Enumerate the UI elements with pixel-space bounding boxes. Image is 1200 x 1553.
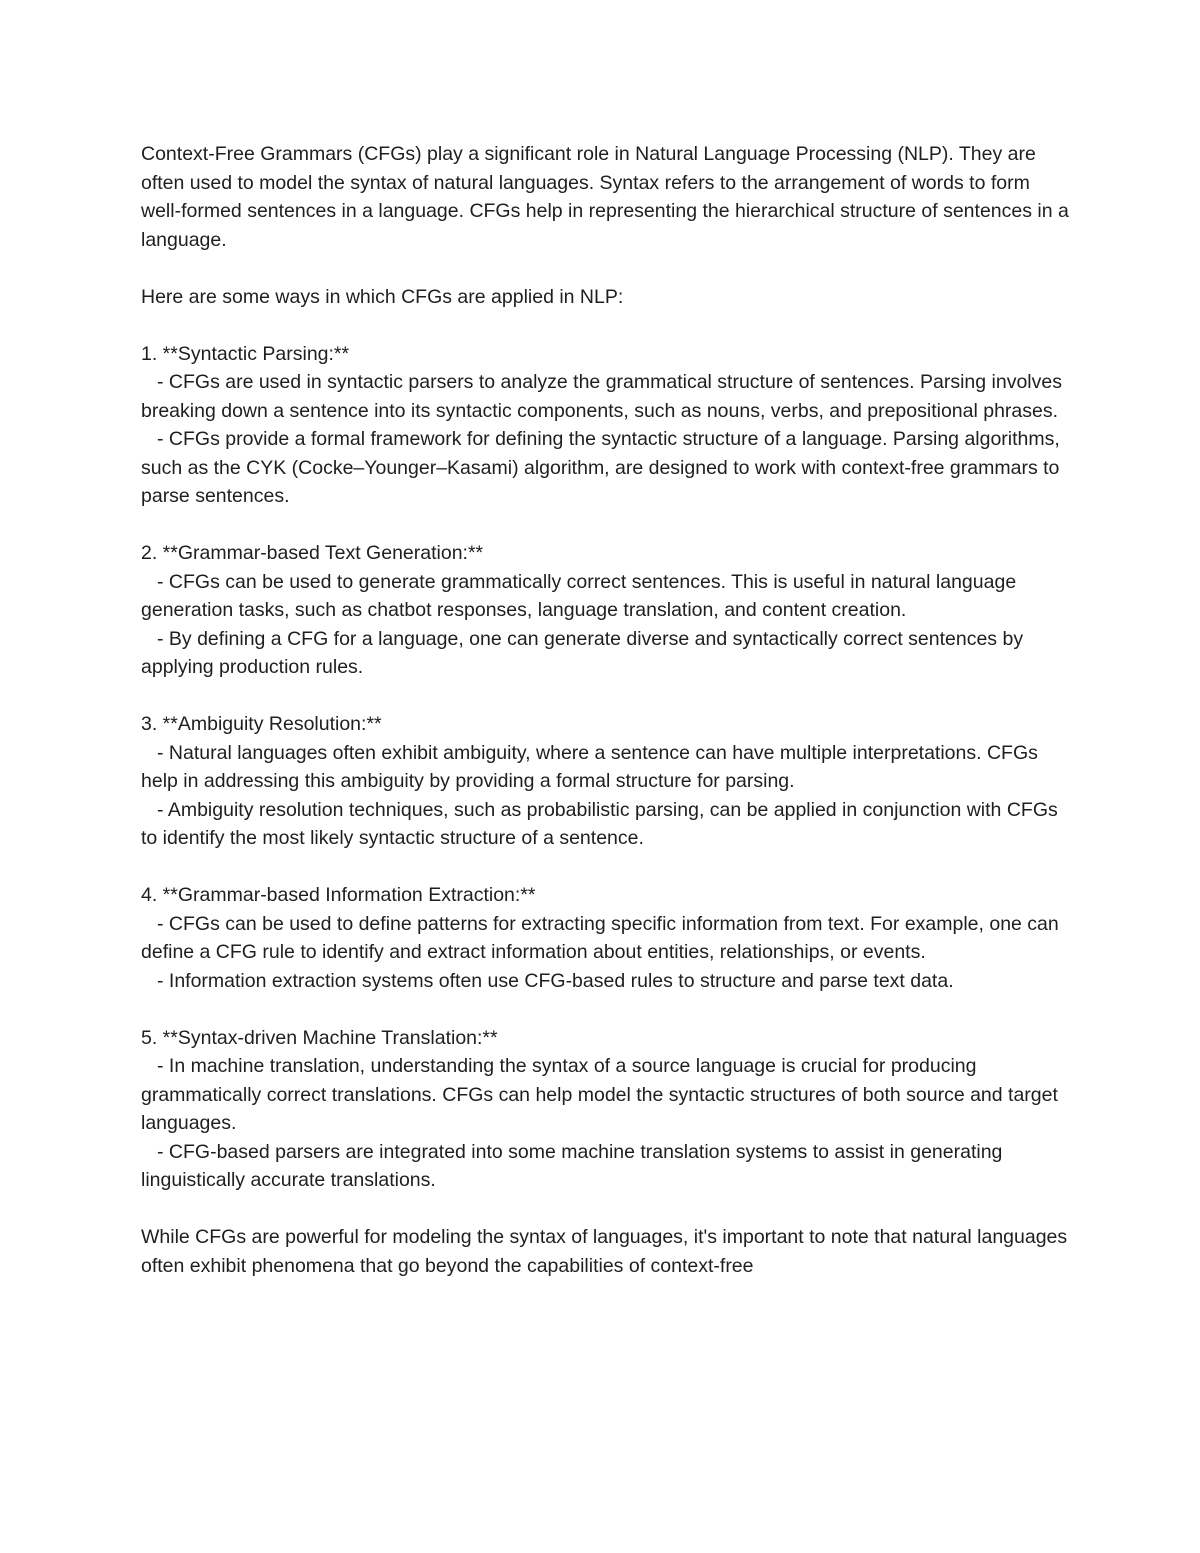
section-ambiguity-resolution [141, 710, 1071, 853]
bullet-text: - Ambiguity resolution techniques, such as probabilistic parsing, can be applied in conjunction with CFGs to identify the most likely syntactic structure of a sentence. [141, 798, 1064, 849]
bullet-text: - CFG-based parsers are integrated into some machine translation systems to assist in generating linguistically accurate translations. [141, 1140, 1008, 1191]
bullet-text: - CFGs can be used to generate grammatically correct sentences. This is useful in natural language generation tasks, such as chatbot responses, language translation, and content creation. [141, 570, 1022, 621]
section-heading: 3. **Ambiguity Resolution:** [141, 713, 382, 735]
section-heading: 1. **Syntactic Parsing:** [141, 342, 350, 365]
bullet-item [141, 910, 1071, 967]
section-heading: 4. **Grammar-based Information Extraction:** [141, 884, 536, 906]
paragraph-gap [141, 1195, 1071, 1224]
bullet-item [141, 368, 1071, 425]
section-machine-translation [141, 1024, 1071, 1195]
closing-paragraph: While CFGs are powerful for modeling the syntax of languages, it's important to note that natural languages often exhibit phenomena that go beyond the capabilities of context-free [141, 1226, 1073, 1277]
section-heading: 2. **Grammar-based Text Generation:** [141, 542, 484, 564]
section-text-generation [141, 539, 1071, 682]
bullet-item [141, 739, 1071, 796]
bullet-text: - By defining a CFG for a language, one can generate diverse and syntactically correct sentences by applying production rules. [141, 627, 1029, 678]
document-body [141, 140, 1075, 1280]
bullet-text: - CFGs can be used to define patterns for extracting specific information from text. For example, one can define a CFG rule to identify and extract information about entities, relationships, or events. [141, 912, 1065, 963]
paragraph-gap [141, 853, 1071, 882]
paragraph-gap [141, 311, 1071, 340]
bullet-text: - In machine translation, understanding the syntax of a source language is crucial for producing grammatically correct translations. CFGs can help model the syntactic structures of both source and target languages. [141, 1055, 1064, 1134]
bullet-item [141, 796, 1071, 853]
lead-in-paragraph: Here are some ways in which CFGs are applied in NLP: [141, 285, 624, 308]
bullet-text: - Information extraction systems often use CFG-based rules to structure and parse text data. [157, 969, 954, 992]
paragraph-gap [141, 682, 1071, 711]
section-syntactic-parsing [141, 340, 1071, 511]
intro-paragraph: Context-Free Grammars (CFGs) play a significant role in Natural Language Processing (NLP). They are often used to model the syntax of natural languages. Syntax refers to the arrangement of words to form well-formed sentences in a language. CFGs help in representing the hierarchical structure of sentences in a language. [141, 143, 1075, 251]
paragraph-gap [141, 995, 1071, 1024]
bullet-item [141, 1138, 1071, 1195]
bullet-item [141, 1052, 1071, 1138]
bullet-item [141, 625, 1071, 682]
paragraph-gap [141, 254, 1071, 283]
bullet-item [141, 425, 1071, 511]
bullet-text: - CFGs provide a formal framework for defining the syntactic structure of a language. Parsing algorithms, such as the CYK (Cocke–Younger–Kasami) algorithm, are designed to work with context-free grammars to parse sentences. [141, 428, 1066, 507]
bullet-text: - CFGs are used in syntactic parsers to analyze the grammatical structure of sentences. Parsing involves breaking down a sentence into its syntactic components, such as nouns, verbs, and prepositional phrases. [141, 371, 1068, 422]
bullet-item [141, 568, 1071, 625]
section-heading: 5. **Syntax-driven Machine Translation:** [141, 1026, 498, 1049]
bullet-text: - Natural languages often exhibit ambiguity, where a sentence can have multiple interpretations. CFGs help in addressing this ambiguity by providing a formal structure for parsing. [141, 741, 1044, 792]
paragraph-gap [141, 511, 1071, 540]
section-information-extraction [141, 881, 1071, 995]
bullet-item [141, 967, 1071, 996]
